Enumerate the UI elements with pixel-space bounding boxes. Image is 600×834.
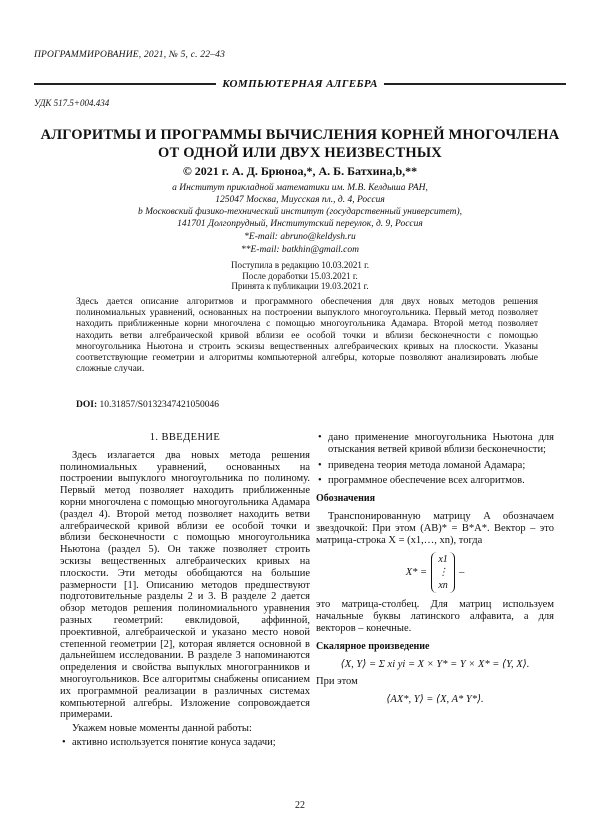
authors-line: © 2021 г. А. Д. Брюноa,*, А. Б. Батхинa,b,** (182, 164, 418, 178)
email-second-author[interactable]: **E-mail: batkhin@gmail.com (241, 245, 359, 255)
subheading-notation: Обозначения (316, 493, 376, 505)
matrix-bracket (431, 552, 455, 593)
list-item: • активно используется понятие конуса задачи; (60, 737, 310, 749)
new-points-lead: Укажем новые моменты данной работы: (72, 723, 252, 735)
matrix-entry-mid: ⋮ (438, 567, 449, 579)
matrix-paragraph: это матрица-столбец. Для матриц используем начальные буквы латинского алфавита, а для векторов – конечные. (316, 599, 554, 634)
scalar-product-formula: ⟨X, Y⟩ = Σ xi yi = X × Y* = Y × X* = ⟨Y, X⟩. (340, 658, 530, 670)
affiliation-a-line2: 125047 Москва, Миусская пл., д. 4, Россия (215, 194, 385, 205)
revised-date: После доработки 15.03.2021 г. (242, 270, 358, 281)
intro-paragraph: Здесь излагается два новых метода решения полиномиальных уравнений, основанных на построении выпуклого многоугольника по полиному. Первый метод позволяет находить приближенные корни многочлена с помощью многоугольника Адамара (раздел 4). Второй метод позволяет находить ветви алгебраической кривой вблизи ее особой точки и вблизи бесконечности с помощью многоугольника Ньютона (раздел 5). Он также позволяет строить эскизы вещественных алгебраических кривых на плоскости. Эти методы обобщаются на большие размерности [1]. Описанию методов предшествуют подготовительные разделы 2 и 3. В разделе 2 дается обзор методов решения полиномиального уравнения разных геометрий: евклидовой, аффинной, проективной, алгебраической и указано место новой степенной геометрии [2], которая является основной в дальнейшем исследовании. В разделе 3 напоминаются определения и свойства выпуклых многогранников и многоугольников. Все алгоритмы снабжены описанием их программной реализации в различных системах компьютерной алгебры. Изложение сопровождается примерами. (60, 449, 310, 721)
affiliation-a-line1: a Институт прикладной математики им. М.В. Келдыша РАН, (172, 183, 428, 193)
subheading-scalar-product: Скалярное произведение (316, 640, 430, 652)
journal-citation: ПРОГРАММИРОВАНИЕ, 2021, № 5, с. 22–43 (34, 50, 226, 60)
section-name: КОМПЬЮТЕРНАЯ АЛГЕБРА (222, 78, 378, 90)
abstract: Здесь дается описание алгоритмов и программного обеспечения для двух новых методов решения полиномиальных уравнений, основанных на построении выпуклого многоугольника. Первый метод позволяет находить приближенные корни многочлена с помощью многоугольника Адамара. Второй метод позволяет находить ветви алгебраической кривой вблизи ее особой точки и вблизи бесконечности с помощью многоугольника Ньютона и строить эскизы вещественных алгебраических кривых на плоскости. Указаны соответствующие геометрии и алгоритмы компьютерной алгебры, которые позволяют анализировать любые сложные случаи. (76, 297, 538, 375)
email-first-author[interactable]: *E-mail: abruno@keldysh.ru (244, 232, 356, 242)
doi-value[interactable]: 10.31857/S0132347421050046 (99, 400, 220, 410)
column-vector-formula (316, 552, 554, 593)
received-date: Поступила в редакцию 10.03.2021 г. (230, 260, 369, 270)
left-column (60, 432, 310, 753)
doi-line (76, 400, 219, 410)
notation-paragraph: Транспонированную матрицу A обозначаем звездочкой: При этом (AB)* = B*A*. Вектор – это матрица-строка X = (x1,…, xn), тогда (316, 510, 554, 546)
section-banner (34, 76, 566, 92)
matrix-entry-bottom: xn (438, 580, 448, 592)
list-item: • приведена теория метода ломаной Адамара; (316, 460, 554, 472)
submission-dates (60, 260, 540, 292)
column-vector (406, 552, 465, 593)
section-rule-right (384, 83, 566, 84)
list-item: • дано применение многоугольника Ньютона для отыскания ветвей кривой вблизи бесконечности; (316, 432, 554, 456)
affiliation-b-line1: b Московский физико-технический институт (государственный университет), (137, 207, 463, 217)
affiliation-b-line2: 141701 Долгопрудный, Институтский переулок, д. 9, Россия (177, 218, 423, 229)
matrix-dash: – (459, 566, 465, 578)
matrix-lhs: X* = (405, 566, 428, 578)
accepted-date: Принята к публикации 19.03.2021 г. (231, 281, 369, 291)
list-item: • программное обеспечение всех алгоритмов. (316, 475, 554, 487)
right-column (316, 432, 554, 712)
title-line-2: ОТ ОДНОЙ ИЛИ ДВУХ НЕИЗВЕСТНЫХ (158, 145, 442, 161)
article-title (40, 126, 560, 162)
page-number: 22 (295, 800, 305, 811)
section-rule-left (34, 83, 216, 84)
section-heading-introduction: 1. ВВЕДЕНИЕ (149, 432, 221, 443)
udk-code: УДК 517.5+004.434 (34, 98, 110, 108)
affiliation-b (60, 207, 540, 230)
title-line-1: АЛГОРИТМЫ И ПРОГРАММЫ ВЫЧИСЛЕНИЯ КОРНЕЙ МНОГОЧЛЕНА (40, 127, 560, 143)
affiliation-a (60, 183, 540, 206)
adjoint-formula: ⟨AX*, Y⟩ = ⟨X, A* Y*⟩. (386, 694, 484, 706)
where-text: При этом (316, 676, 358, 688)
doi-label: DOI: (76, 400, 98, 410)
matrix-entry-top: x1 (438, 554, 448, 566)
